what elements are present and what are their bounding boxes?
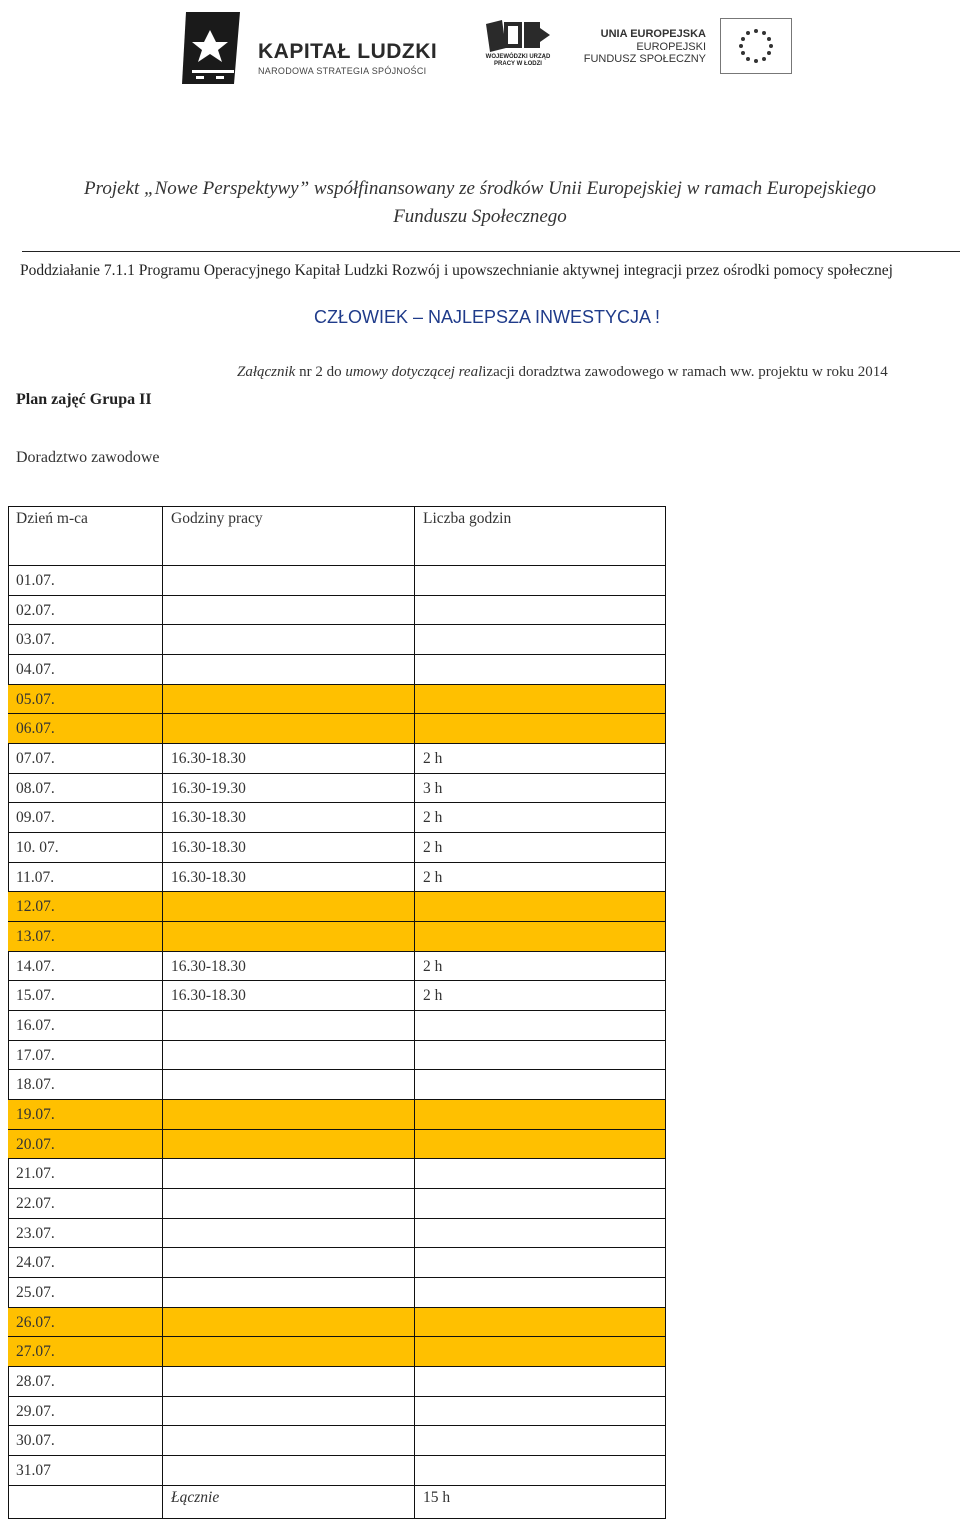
cell-day: 20.07.: [16, 1135, 55, 1153]
cell-count: [414, 1130, 666, 1159]
cell-day: 04.07.: [16, 661, 55, 678]
cell-hours: [162, 1397, 414, 1426]
cell-count: 3 h: [414, 774, 666, 803]
cell-hours: [162, 1011, 414, 1040]
cell-day: 19.07.: [16, 1106, 55, 1124]
cell-count: [414, 1337, 666, 1366]
total-value: 15 h: [414, 1466, 666, 1518]
logos-header: [0, 0, 960, 95]
cell-count: [414, 655, 666, 684]
cell-day: 14.07.: [16, 957, 55, 975]
cell-day: 15.07.: [16, 987, 55, 1005]
attachment-note: [237, 364, 888, 381]
table-row: [8, 1337, 666, 1367]
cell-day: 22.07.: [16, 1195, 55, 1213]
header-divider: [22, 251, 960, 252]
table-row: [8, 1011, 666, 1041]
cell-hours: [162, 892, 414, 921]
cell-hours: [162, 1308, 414, 1337]
attachment-note-part: nr 2 do: [295, 364, 346, 380]
cell-hours: 16.30-19.30: [162, 774, 414, 803]
cell-count: 2 h: [414, 803, 666, 832]
cell-count: [414, 1041, 666, 1070]
cell-hours: [162, 1367, 414, 1396]
total-label: Łącznie: [162, 1466, 414, 1518]
eu-logo: [583, 14, 798, 79]
total-empty: [8, 1466, 162, 1518]
table-row: [8, 774, 666, 804]
cell-count: [414, 1159, 666, 1188]
cell-day: 06.07.: [16, 720, 55, 738]
cell-day: 13.07.: [16, 928, 55, 946]
table-row: [8, 1397, 666, 1427]
table-row: [8, 744, 666, 774]
cell-count: [414, 1070, 666, 1099]
project-title: [0, 175, 960, 231]
cell-hours: [162, 596, 414, 625]
table-row: [8, 952, 666, 982]
cell-count: [414, 1367, 666, 1396]
table-row: [8, 892, 666, 922]
cell-day: 02.07.: [16, 601, 55, 619]
eu-line-2: EUROPEJSKI: [636, 41, 706, 53]
table-row: [8, 1278, 666, 1308]
table-header-row: [8, 506, 666, 566]
table-row: [8, 803, 666, 833]
cell-count: [414, 1308, 666, 1337]
cell-day: 31.07: [16, 1462, 51, 1480]
kapital-ludzki-subtitle: NARODOWA STRATEGIA SPÓJNOŚCI: [258, 66, 427, 76]
project-title-line-2: Funduszu Społecznego: [393, 206, 567, 227]
cell-day: 23.07.: [16, 1224, 55, 1242]
cell-hours: 16.30-18.30: [162, 744, 414, 773]
cell-count: [414, 1278, 666, 1307]
cell-hours: 16.30-18.30: [162, 863, 414, 892]
table-row: [8, 714, 666, 744]
cell-hours: [162, 922, 414, 951]
attachment-note-part-2: izacji doradztwa zawodowego w ramach ww. projektu w roku 2014: [482, 364, 888, 380]
cell-count: [414, 625, 666, 654]
header-hours: Godziny pracy: [162, 507, 414, 565]
cell-hours: 16.30-18.30: [162, 952, 414, 981]
table-row: [8, 1070, 666, 1100]
cell-count: [414, 892, 666, 921]
cell-hours: [162, 1219, 414, 1248]
cell-day: 26.07.: [16, 1313, 55, 1331]
eu-line-3: FUNDUSZ SPOŁECZNY: [583, 53, 706, 65]
cell-count: [414, 922, 666, 951]
project-title-line-1: Projekt „Nowe Perspektywy” współfinansowany ze środków Unii Europejskiej w ramach Europejskiego: [84, 178, 876, 199]
cell-hours: 16.30-18.30: [162, 833, 414, 862]
cell-day: 30.07.: [16, 1432, 55, 1450]
cell-count: 2 h: [414, 981, 666, 1010]
cell-count: [414, 1397, 666, 1426]
table-row: [8, 625, 666, 655]
header-count: Liczba godzin: [414, 507, 666, 565]
header-day: Dzień m-ca: [16, 510, 88, 527]
table-row: [8, 922, 666, 952]
cell-day: 03.07.: [16, 631, 55, 649]
poddzialanie-text: Poddziałanie 7.1.1 Programu Operacyjnego Kapitał Ludzki Rozwój i upowszechnianie aktywnej integracji przez ośrodki pomocy społecznej: [20, 262, 893, 279]
cell-count: [414, 1100, 666, 1129]
table-row: [8, 566, 666, 596]
cell-day: 10. 07.: [16, 839, 59, 857]
cell-day: 11.07.: [16, 868, 55, 886]
cell-count: [414, 566, 666, 595]
cell-hours: [162, 566, 414, 595]
cell-hours: [162, 1278, 414, 1307]
eu-line-1: UNIA EUROPEJSKA: [600, 28, 706, 40]
slogan: CZŁOWIEK – NAJLEPSZA INWESTYCJA !: [313, 307, 661, 327]
cell-count: [414, 1248, 666, 1277]
table-row: [8, 1248, 666, 1278]
cell-hours: [162, 1070, 414, 1099]
kapital-ludzki-title: KAPITAŁ LUDZKI: [258, 40, 438, 63]
table-row: [8, 833, 666, 863]
cell-hours: 16.30-18.30: [162, 981, 414, 1010]
cell-count: 2 h: [414, 952, 666, 981]
cell-day: 12.07.: [16, 898, 55, 916]
table-row: [8, 863, 666, 893]
cell-count: [414, 1189, 666, 1218]
cell-hours: [162, 1248, 414, 1277]
cell-day: 25.07.: [16, 1284, 55, 1302]
cell-hours: [162, 714, 414, 743]
wup-text: WOJEWÓDZKI URZĄD PRACY W ŁODZI: [485, 54, 551, 67]
cell-day: 28.07.: [16, 1373, 55, 1391]
kapital-ludzki-logo: [180, 8, 440, 88]
kapital-ludzki-emblem-icon: [180, 8, 246, 88]
cell-day: 24.07.: [16, 1254, 55, 1272]
table-row: [8, 1100, 666, 1130]
attachment-note-italic: Załącznik: [237, 364, 296, 380]
total-row: [8, 1466, 666, 1519]
cell-day: 27.07.: [16, 1343, 55, 1361]
table-row: [8, 1130, 666, 1160]
cell-hours: [162, 625, 414, 654]
cell-hours: [162, 1100, 414, 1129]
table-row: [8, 1367, 666, 1397]
table-row: [8, 655, 666, 685]
cell-day: 09.07.: [16, 809, 55, 827]
cell-hours: [162, 1337, 414, 1366]
cell-day: 17.07.: [16, 1046, 55, 1064]
cell-hours: [162, 1130, 414, 1159]
cell-hours: [162, 1159, 414, 1188]
cell-count: [414, 596, 666, 625]
cell-count: [414, 1219, 666, 1248]
cell-count: [414, 1426, 666, 1455]
wup-logo: [478, 18, 560, 78]
cell-hours: [162, 1426, 414, 1455]
table-row: [8, 1041, 666, 1071]
cell-day: 08.07.: [16, 779, 55, 797]
cell-count: 2 h: [414, 863, 666, 892]
cell-hours: 16.30-18.30: [162, 803, 414, 832]
cell-count: [414, 685, 666, 714]
cell-count: 2 h: [414, 744, 666, 773]
attachment-note-italic-2: umowy dotyczącej real: [345, 364, 483, 380]
cell-day: 05.07.: [16, 690, 55, 708]
table-row: [8, 1219, 666, 1249]
cell-count: [414, 714, 666, 743]
plan-title: Plan zajęć Grupa II: [16, 391, 152, 408]
cell-hours: [162, 655, 414, 684]
table-row: [8, 596, 666, 626]
wup-emblem-icon: [478, 18, 558, 54]
table-row: [8, 685, 666, 715]
cell-count: 2 h: [414, 833, 666, 862]
section-title: Doradztwo zawodowe: [16, 449, 160, 466]
cell-day: 16.07.: [16, 1017, 55, 1035]
table-row: [8, 1426, 666, 1456]
table-row: [8, 981, 666, 1011]
cell-hours: [162, 1189, 414, 1218]
cell-day: 18.07.: [16, 1076, 55, 1094]
cell-count: [414, 1011, 666, 1040]
cell-day: 29.07.: [16, 1402, 55, 1420]
cell-hours: [162, 1041, 414, 1070]
cell-day: 01.07.: [16, 572, 55, 589]
eu-flag-icon: [720, 18, 792, 74]
table-row: [8, 1308, 666, 1338]
cell-hours: [162, 685, 414, 714]
cell-day: 07.07.: [16, 750, 55, 768]
table-row: [8, 1159, 666, 1189]
cell-day: 21.07.: [16, 1165, 55, 1183]
table-row: [8, 1189, 666, 1219]
